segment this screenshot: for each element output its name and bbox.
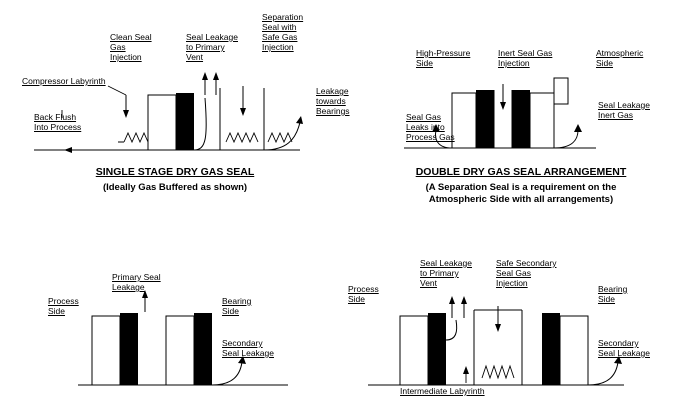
label-process-side2-line1: Process (348, 284, 379, 294)
tandem-r-inject-arrow (495, 324, 501, 332)
label-secondary-seal-leakage-line1: Secondary (222, 338, 263, 348)
label-seal-gas-leaks-line2: Leaks into (406, 122, 445, 132)
label-high-pressure-side-line2: Side (416, 58, 434, 68)
inert-inject-arrow (500, 102, 506, 110)
label-separation-seal-line4: Injection (262, 42, 294, 52)
vent-arrow-1 (202, 72, 208, 80)
tandem-r-body-2 (560, 316, 588, 385)
label-atmospheric-side-line1: Atmospheric (596, 48, 644, 58)
label-seal-leakage-inert-line1: Seal Leakage (598, 100, 650, 110)
vent-arrow-2 (213, 72, 219, 80)
label-process-side-line2: Side (48, 306, 66, 316)
label-back-flush-line2: Into Process (34, 122, 82, 132)
seal-ring-black (176, 93, 194, 150)
label-clean-seal-gas-line1: Clean Seal (110, 32, 152, 42)
tandem-r-body-1 (400, 316, 428, 385)
label-seal-leakage-vent-line2: to Primary (186, 42, 225, 52)
tandem-l-body-1 (92, 316, 120, 385)
label-inert-seal-gas-line1: Inert Seal Gas (498, 48, 553, 58)
label-safe-secondary-line2: Seal Gas (496, 268, 531, 278)
label-back-flush-line1: Back Flush (34, 112, 77, 122)
separation-labyrinth-spring-1 (226, 133, 258, 142)
label-high-pressure-side-line1: High-Pressure (416, 48, 471, 58)
intermediate-labyrinth-leader-arrow (463, 366, 469, 374)
label-bearing-side2-line2: Side (598, 294, 616, 304)
panel-tandem-right-graphics (368, 296, 624, 385)
label-bearing-side-line2: Side (222, 306, 240, 316)
subtitle-single-stage: (Ideally Gas Buffered as shown) (102, 182, 248, 193)
label-clean-seal-gas-line3: Injection (110, 52, 142, 62)
label-clean-seal-gas-line2: Gas (110, 42, 126, 52)
label-inert-seal-gas-line2: Injection (498, 58, 530, 68)
label-bearing-side-line1: Bearing (222, 296, 252, 306)
label-seal-leakage-inert-line2: Inert Gas (598, 110, 633, 120)
label-leakage-bearings-line1: Leakage (316, 86, 349, 96)
clean-gas-inject-arrow (123, 110, 129, 118)
label-separation-seal-line1: Separation (262, 12, 304, 22)
tandem-r-ring-1 (428, 313, 446, 385)
label-vent2-line2: to Primary (420, 268, 459, 278)
double-seal-body-right (530, 93, 554, 148)
leak-inert-curve (554, 130, 578, 148)
double-seal-cap (554, 78, 568, 104)
double-seal-ring-right (512, 90, 530, 148)
double-seal-body-left (452, 93, 476, 148)
label-intermediate-labyrinth: Intermediate Labyrinth (400, 386, 485, 396)
label-process-side2-line2: Side (348, 294, 366, 304)
tandem-l-secondary-curve (212, 362, 242, 385)
label-leakage-bearings-line3: Bearings (316, 106, 350, 116)
leak-curve-to-vent (194, 98, 206, 150)
subtitle-double-line2: Atmospheric Side with all arrangements) (428, 194, 614, 205)
double-seal-ring-left (476, 90, 494, 148)
label-compressor-labyrinth: Compressor Labyrinth (22, 76, 106, 86)
label-seal-gas-leaks-line3: Process Gas (406, 132, 455, 142)
label-safe-secondary-line1: Safe Secondary (496, 258, 557, 268)
label-separation-seal-line2: Seal with (262, 22, 297, 32)
label-secondary-seal-leakage2-line2: Seal Leakage (598, 348, 650, 358)
tandem-l-ring-2 (194, 313, 212, 385)
label-seal-gas-leaks-line1: Seal Gas (406, 112, 441, 122)
backflush-arrow-head (64, 147, 72, 153)
label-seal-leakage-vent-line3: Vent (186, 52, 204, 62)
safe-gas-inject-arrow (240, 108, 246, 116)
label-bearing-side2-line1: Bearing (598, 284, 628, 294)
tandem-r-ring-2 (542, 313, 560, 385)
label-vent2-line1: Seal Leakage (420, 258, 472, 268)
title-double-arrangement: DOUBLE DRY GAS SEAL ARRANGEMENT (415, 166, 627, 178)
tandem-l-ring-1 (120, 313, 138, 385)
compressor-labyrinth-spring (124, 133, 148, 142)
tandem-r-vent-arrow-2 (461, 296, 467, 304)
label-safe-secondary-line3: Injection (496, 278, 528, 288)
label-atmospheric-side-line2: Side (596, 58, 614, 68)
label-process-side-line1: Process (48, 296, 79, 306)
tandem-l-body-2 (166, 316, 194, 385)
tandem-r-secondary-curve (588, 362, 618, 385)
label-primary-seal-leakage-line1: Primary Seal (112, 272, 161, 282)
label-vent2-line3: Vent (420, 278, 438, 288)
tandem-r-vent-curve (446, 320, 457, 340)
label-primary-seal-leakage-line2: Leakage (112, 282, 145, 292)
label-secondary-seal-leakage2-line1: Secondary (598, 338, 639, 348)
label-secondary-seal-leakage-line2: Seal Leakage (222, 348, 274, 358)
seal-body-white (148, 95, 176, 150)
label-seal-leakage-vent-line1: Seal Leakage (186, 32, 238, 42)
intermediate-labyrinth-spring (482, 366, 514, 378)
title-single-stage: SINGLE STAGE DRY GAS SEAL (95, 166, 255, 178)
separation-labyrinth-spring-2 (268, 133, 292, 142)
label-leakage-bearings-line2: towards (316, 96, 346, 106)
subtitle-double-line1: (A Separation Seal is a requirement on the (425, 182, 617, 193)
leak-inert-arrow (574, 124, 582, 132)
leader-compressor-lab (108, 86, 126, 95)
label-separation-seal-line3: Safe Gas (262, 32, 298, 42)
tandem-r-vent-arrow-1 (449, 296, 455, 304)
leak-towards-bearings-curve (264, 122, 300, 150)
leak-towards-bearings-arrow (296, 116, 303, 124)
